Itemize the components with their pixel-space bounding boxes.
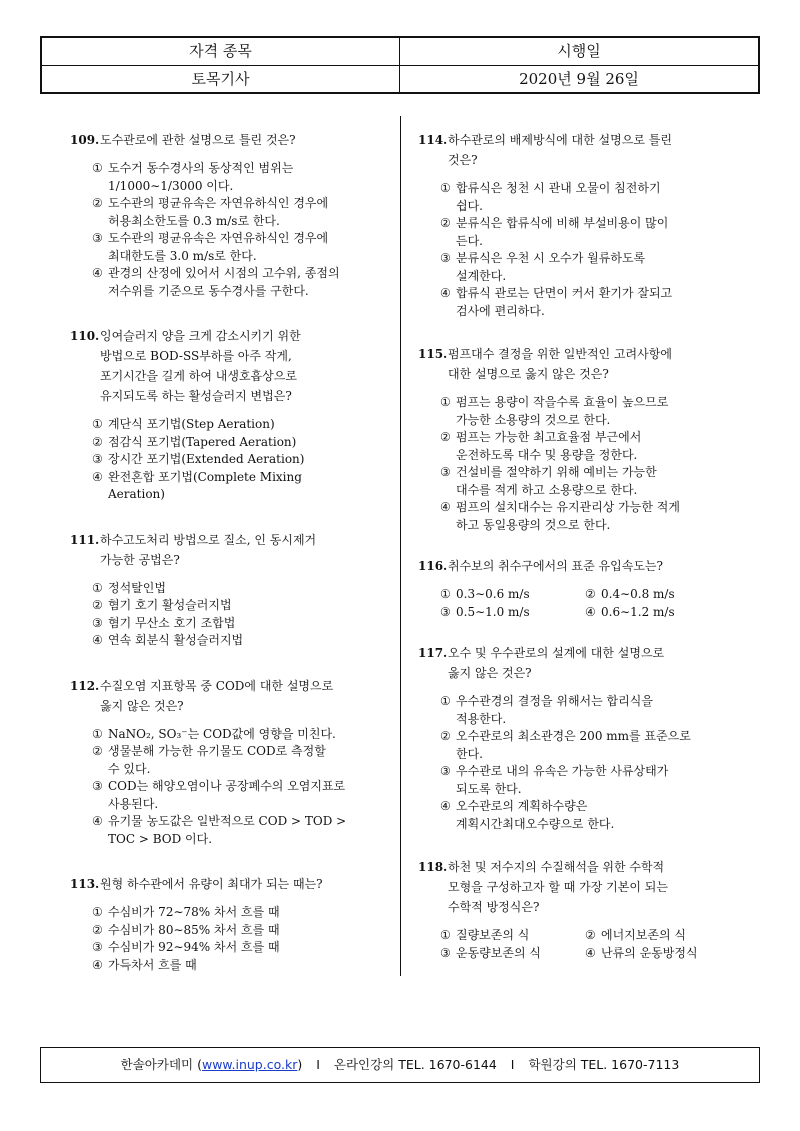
option-text: 건설비를 절약하기 위해 예비는 가능한 대수를 적게 하고 소용량으로 한다. — [456, 465, 657, 497]
option-bullet: ④ — [585, 604, 596, 619]
option-text: NaNO₂, SO₃⁻는 COD값에 영향을 미친다. — [108, 726, 336, 741]
academy-link[interactable]: www.inup.co.kr — [201, 1057, 298, 1072]
option-bullet: ④ — [440, 286, 451, 300]
option — [92, 469, 392, 504]
footer: 한솔아카데미 (www.inup.co.kr) I 온라인강의 TEL. 1670-6144 I 학원강의 TEL. 1670-7113 — [40, 1047, 760, 1083]
question-text: 펌프대수 결정을 위한 일반적인 고려사항에 대한 설명으로 옳지 않은 것은? — [448, 347, 672, 381]
option — [440, 394, 730, 429]
option — [92, 957, 392, 975]
option-bullet: ② — [92, 744, 103, 758]
option — [440, 429, 730, 464]
option-text: 펌프는 용량이 작을수록 효율이 높으므로 가능한 소용량의 것으로 한다. — [456, 395, 669, 427]
option — [92, 813, 392, 848]
option-text: 계단식 포기법(Step Aeration) — [108, 417, 275, 431]
option-text: 관경의 산정에 있어서 시점의 고수위, 종점의 저수위를 기준으로 동수경사를 구한다. — [108, 266, 340, 298]
option-text: 합류식 관로는 단면이 커서 환기가 잘되고 검사에 편리하다. — [456, 286, 673, 318]
option — [92, 580, 392, 598]
option-bullet: ③ — [92, 452, 103, 466]
option-bullet: ④ — [440, 500, 451, 514]
question-number: 114. — [418, 133, 448, 147]
option — [440, 693, 730, 728]
option-text: 생물분해 가능한 유기물도 COD로 측정할 수 있다. — [108, 744, 326, 776]
option-bullet: ① — [92, 417, 103, 431]
option — [585, 945, 730, 963]
option-text: 에너지보존의 식 — [601, 928, 686, 942]
question-text: 수질오염 지표항목 중 COD에 대한 설명으로 옳지 않은 것은? — [100, 678, 334, 713]
option-bullet: ② — [440, 729, 451, 743]
exam-date: 2020년 9월 26일 — [519, 70, 639, 88]
option-bullet: ② — [92, 598, 103, 612]
option-bullet: ③ — [440, 764, 451, 778]
option-text: 오수관로의 최소관경은 200 mm를 표준으로 한다. — [456, 729, 691, 761]
option-text: 우수관경의 결정을 위해서는 합리식을 적용한다. — [456, 694, 653, 726]
option-text: 난류의 운동방정식 — [601, 945, 698, 960]
option — [440, 763, 730, 798]
option-text: 도수거 동수경사의 동상적인 범위는 1/1000∼1/3000 이다. — [108, 161, 294, 193]
option-bullet: ④ — [440, 799, 451, 813]
left-column — [70, 130, 392, 974]
question-text: 원형 하수관에서 유량이 최대가 되는 때는? — [100, 877, 323, 891]
option — [440, 499, 730, 534]
option-text: 합류식은 청천 시 관내 오물이 침전하기 쉽다. — [456, 181, 661, 213]
option-text: 분류식은 우천 시 오수가 월류하도록 설계한다. — [456, 251, 646, 283]
question-number: 118. — [418, 860, 448, 874]
question-text: 하수관로의 배제방식에 대한 설명으로 틀린 것은? — [448, 133, 672, 167]
option-text: COD는 해양오염이나 공장폐수의 오염지표로 사용된다. — [108, 779, 346, 811]
option-text: 오수관로의 계획하수량은 계획시간최대오수량으로 한다. — [456, 799, 615, 831]
option-bullet: ④ — [92, 957, 103, 972]
option-text: 장시간 포기법(Extended Aeration) — [108, 452, 305, 466]
header-label-subject: 자격 종목 — [189, 42, 252, 60]
option-bullet: ① — [440, 587, 451, 601]
option — [440, 250, 730, 285]
option — [92, 434, 392, 452]
question-111 — [70, 530, 392, 650]
question-text: 잉여슬러지 양을 크게 감소시키기 위한 방법으로 BOD-SS부하를 아주 작게, 포기시간을 길게 하여 내생호흡상으로 유지되도록 하는 활성슬러지 변법은? — [100, 329, 301, 403]
option — [92, 160, 392, 195]
option-bullet: ② — [585, 587, 596, 601]
option-bullet: ② — [92, 922, 103, 937]
option-text: 0.6∼1.2 m/s — [601, 604, 675, 619]
option-bullet: ② — [92, 196, 103, 210]
option — [92, 451, 392, 469]
option — [440, 464, 730, 499]
option — [92, 230, 392, 265]
option — [92, 922, 392, 940]
option-text: 0.4∼0.8 m/s — [601, 587, 675, 601]
option — [440, 180, 730, 215]
option-text: 도수관의 평균유속은 자연유하식인 경우에 최대한도를 3.0 m/s로 한다. — [108, 231, 329, 263]
question-109 — [70, 130, 392, 300]
option-text: 가득차서 흐를 때 — [108, 957, 197, 972]
option-text: 완전혼합 포기법(Complete Mixing Aeration) — [108, 469, 302, 501]
option — [92, 416, 392, 434]
offline-tel: 학원강의 TEL. 1670-7113 — [528, 1057, 680, 1072]
option-text: 분류식은 합류식에 비해 부설비용이 많이 든다. — [456, 216, 669, 248]
question-text: 하천 및 저수지의 수질해석을 위한 수학적 모형을 구성하고자 할 때 가장 기본이 되는 수학적 방정식은? — [448, 860, 668, 914]
question-118 — [418, 857, 730, 962]
option-text: 운동량보존의 식 — [456, 945, 541, 960]
option-bullet: ④ — [92, 469, 103, 484]
question-113 — [70, 874, 392, 974]
question-number: 116. — [418, 559, 448, 573]
option — [92, 615, 392, 633]
option-bullet: ③ — [440, 604, 451, 619]
option-bullet: ④ — [92, 633, 103, 647]
option-bullet: ① — [92, 161, 103, 175]
option — [92, 939, 392, 957]
option-text: 도수관의 평균유속은 자연유하식인 경우에 허용최소한도를 0.3 m/s로 한다. — [108, 196, 329, 228]
question-text: 도수관로에 관한 설명으로 틀린 것은? — [100, 133, 296, 147]
option — [440, 798, 730, 833]
option-bullet: ③ — [440, 945, 451, 960]
option — [440, 728, 730, 763]
option — [440, 927, 585, 945]
option-text: 우수관로 내의 유속은 가능한 사류상태가 되도록 한다. — [456, 764, 669, 796]
option-bullet: ① — [92, 905, 103, 919]
option-bullet: ③ — [440, 465, 451, 479]
option-text: 0.3∼0.6 m/s — [456, 587, 530, 601]
option-text: 0.5∼1.0 m/s — [456, 604, 530, 619]
option — [92, 632, 392, 650]
option-text: 펌프는 가능한 최고효율점 부근에서 운전하도록 대수 및 용량을 정한다. — [456, 430, 642, 462]
question-number: 112. — [70, 678, 100, 693]
question-number: 110. — [70, 329, 100, 343]
option-bullet: ② — [92, 434, 103, 449]
option-text: 수심비가 92∼94% 차서 흐를 때 — [108, 940, 280, 954]
question-number: 109. — [70, 133, 100, 147]
option-text: 수심비가 80∼85% 차서 흐를 때 — [108, 922, 280, 937]
option-bullet: ③ — [440, 251, 451, 265]
online-tel: 온라인강의 TEL. 1670-6144 — [333, 1057, 497, 1072]
option-text: 유기물 농도값은 일반적으로 COD > TOD > TOC > BOD 이다. — [108, 814, 347, 846]
header-table — [40, 36, 760, 94]
option-bullet: ② — [440, 216, 451, 230]
option-bullet: ③ — [92, 231, 103, 245]
option — [440, 586, 585, 604]
option-text: 수심비가 72∼78% 차서 흐를 때 — [108, 905, 280, 919]
exam-subject: 토목기사 — [191, 70, 250, 88]
option — [92, 743, 392, 778]
option-bullet: ① — [440, 928, 451, 942]
option-bullet: ① — [440, 395, 451, 409]
footer-separator: I — [510, 1057, 515, 1072]
column-divider — [400, 116, 401, 976]
question-110 — [70, 326, 392, 504]
option — [92, 726, 392, 744]
option — [92, 195, 392, 230]
right-column — [418, 130, 730, 962]
option — [92, 904, 392, 922]
question-114 — [418, 130, 730, 320]
question-115 — [418, 344, 730, 534]
option — [585, 604, 730, 622]
question-116 — [418, 556, 730, 621]
option-bullet: ① — [440, 181, 451, 195]
footer-separator: I — [316, 1057, 320, 1072]
option-bullet: ④ — [585, 945, 596, 960]
option-text: 점감식 포기법(Tapered Aeration) — [108, 434, 297, 449]
option — [440, 285, 730, 320]
option-text: 펌프의 설치대수는 유지관리상 가능한 적게 하고 동일용량의 것으로 한다. — [456, 500, 680, 532]
option-bullet: ③ — [92, 615, 103, 630]
option-bullet: ③ — [92, 940, 103, 954]
question-text: 취수보의 취수구에서의 표준 유입속도는? — [448, 559, 663, 573]
option — [440, 945, 585, 963]
question-number: 111. — [70, 532, 100, 547]
option-bullet: ① — [92, 580, 103, 595]
question-number: 117. — [418, 646, 448, 660]
option-text: 질량보존의 식 — [456, 928, 530, 942]
academy-name: 한솔아카데미 — [120, 1057, 194, 1072]
option-bullet: ② — [440, 430, 451, 444]
option — [92, 778, 392, 813]
option-text: 혐기 무산소 호기 조합법 — [108, 615, 236, 630]
option — [585, 927, 730, 945]
option-bullet: ② — [585, 928, 596, 942]
option-text: 정석탈인법 — [108, 580, 166, 595]
question-text: 오수 및 우수관로의 설계에 대한 설명으로 옳지 않은 것은? — [448, 646, 665, 680]
option — [92, 597, 392, 615]
question-112 — [70, 676, 392, 849]
question-number: 115. — [418, 347, 448, 361]
question-117 — [418, 643, 730, 833]
option-text: 연속 회분식 활성슬러지법 — [108, 633, 244, 647]
option-bullet: ④ — [92, 814, 103, 828]
option — [440, 604, 585, 622]
option — [92, 265, 392, 300]
option-bullet: ④ — [92, 266, 103, 280]
question-number: 113. — [70, 877, 100, 891]
question-text: 하수고도처리 방법으로 질소, 인 동시제거 가능한 공법은? — [100, 532, 317, 567]
option-text: 혐기 호기 활성슬러지법 — [108, 598, 232, 612]
option — [440, 215, 730, 250]
option — [585, 586, 730, 604]
option-bullet: ① — [440, 694, 451, 708]
option-bullet: ① — [92, 726, 103, 741]
option-bullet: ③ — [92, 779, 103, 793]
header-label-date: 시행일 — [557, 42, 601, 60]
